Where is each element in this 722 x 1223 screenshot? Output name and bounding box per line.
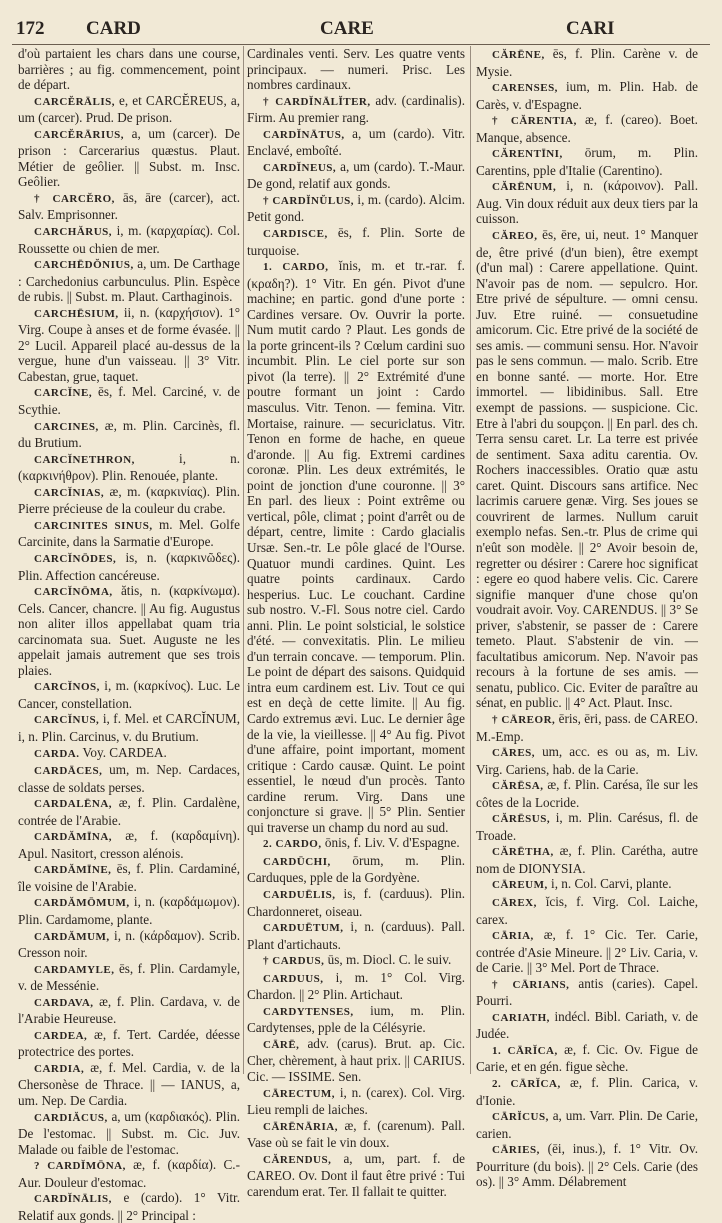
entry-definition: æ, f. Plin. Carésa, île sur les côtes de la Locride. bbox=[476, 777, 698, 810]
entry-headword: CARDUĒLIS, bbox=[263, 888, 336, 901]
entry-headword: CARCĬNOS, bbox=[34, 681, 100, 694]
dictionary-entry bbox=[18, 46, 240, 93]
entry-definition: (ēi, inus.), f. 1° Vitr. Ov. Pourriture (du bois). || 2° Cels. Carie (des os). || 3° Amm. Délabrement bbox=[476, 1141, 698, 1190]
entry-headword: CĀRES, bbox=[492, 747, 536, 760]
entry-definition: i, m. (καρκίνος). Luc. Le Cancer, constellation. bbox=[18, 678, 240, 711]
entry-definition: adv. (carus). Brut. ap. Cic. Cher, chèrement, à haut prix. || CARIUS. Cic. — ISSIME. Sen. bbox=[247, 1035, 465, 1084]
entry-definition: i, n. Col. Carvi, plante. bbox=[547, 876, 672, 892]
entry-headword: CARDUUS, bbox=[263, 972, 324, 985]
column-divider bbox=[243, 46, 244, 1074]
entry-headword: CARDĂMĪNE, bbox=[34, 864, 112, 877]
entry-headword: CĀREX, bbox=[492, 896, 537, 909]
entry-definition: i, n. (carduus). Pall. Plant d'artichauts. bbox=[247, 919, 465, 952]
dictionary-entry bbox=[476, 46, 698, 79]
entry-headword: CĀREUM, bbox=[492, 879, 548, 892]
dictionary-entry bbox=[18, 126, 240, 190]
entry-headword: CARDIA, bbox=[34, 1062, 85, 1075]
entry-definition: ōnis, f. Liv. V. d'Espagne. bbox=[321, 835, 460, 851]
entry-definition: i, m. (καρχαρίας). Col. Roussette ou chien de mer. bbox=[18, 223, 240, 256]
entry-headword: CĀRECTUM, bbox=[263, 1087, 336, 1100]
entry-definition: ēs, ēre, ui, neut. 1° Manquer de, être privé (d'un bien), être exempt (d'un mal) : Carere appellatione. Quint. N'avoir pas de nom. — sepulcro. Hor. Etre privé de sépulture. — omni censu. Juv. Etre ruiné. — consuetudine amicorum. Cic. Etre privé de la société de ses amis. — communi sensu. Hor. N'avoir pas le sens commun. — malo. Scrib. Etre en bonne santé. — morte. Hor. Etre immortel. — libidinibus. Sall. Etre exempt de passions. — suspicione. Cic. Etre à l'abri du soupçon. || En parl. des ch. Terra sensu caret. Lr. La terre est privée de sentiment. Saxa aditu carentia. Ov. Rochers inaccessibles. Oratio quæ astu caret. Quint. Discours sans artifice. Nec lacrimis caruere genæ. Virg. Ses joues se couvrirent de larmes. Nullum caruit exemplo nefas. Sen.-tr. Plus de crime qui n'eût son modèle. || 2° Avoir besoin de, regretter ou désirer : Carere hoc significat : egere eo quod habere velis. Cic. Carere signifie manquer d'une chose qu'on voudrait avoir. Voy. CARENDUS. || 3° Se priver, s'abstenir, se passer de : Carere temeto. Plaut. S'abstenir de vin. — facultatibus amicorum. Nep. N'avoir pas recours à la fortune de ses amis. — senatu, publico. Cic. Eviter de paraître au sénat, en public. || 4° Act. Plaut. Insc. bbox=[476, 227, 698, 711]
entry-definition: æ, f. 1° Cic. Ter. Carie, contrée d'Asie Mineure. || 2° Liv. Caria, v. de Carie. || 3° Mel. Port de Thrace. bbox=[476, 927, 698, 976]
entry-definition: i, n. (καρδάμωμον). Plin. Cardamome, plante. bbox=[18, 894, 240, 927]
dictionary-entry bbox=[476, 1075, 698, 1108]
entry-headword: CARDĂMUM, bbox=[34, 930, 110, 943]
dictionary-entry bbox=[476, 843, 698, 876]
entry-definition: i, m. 1° Col. Virg. Chardon. || 2° Plin. Artichaut. bbox=[247, 969, 465, 1003]
entry-definition: a, um (καρδιακός). Plin. De l'estomac. || Subst. m. Cic. Juv. Malade ou faible de l'estomac. bbox=[18, 1108, 240, 1157]
entry-headword: CARDŪCHI, bbox=[263, 855, 331, 868]
dictionary-entry bbox=[247, 886, 465, 919]
entry-definition: ĭnis, m. et tr.-rar. f. (κραδη?). 1° Vitr. En gén. Pivot d'une machine; en partic. gond d'une porte : Cardines versare. Ov. Ouvrir la porte. Num mutit cardo ? Plaut. Les gonds de la porte grincent-ils ? Cœlum cardini suo incumbit. Plin. Le ciel porte sur son pivot (la terre). || 2° Extrémité d'une poutre formant un joint : Cardo masculus. Vitr. Tenon. — femina. Vitr. Mortaise, rainure. — securiclatus. Vitr. Tenon en forme de hache, en queue d'aronde. || Au fig. Extremi cardines coronæ. Plin. Les deux extrémités, le point de jonction d'une couronne. || 3° En parl. des lieux : Point extrême ou vertical, pôle, climat ; point d'arrêt ou de départ, centre, limite : Cardo glacialis Ursæ. Sen.-tr. Le pôle glacé de l'Ourse. Quatuor mundi cardines. Quint. Les quatre points cardinaux. Cardo hesperius. Luc. Le couchant. Cardine sub nostro. V.-Fl. Sous notre ciel. Cardo anni. Plin. Le point solsticial, le solstice d'été. — convexitatis. Plin. Le milieu d'un terrain concave. — temporum. Plin. Le point de départ des saisons. Quidquid intra eum cardinem est. Liv. Tout ce qui est en deçà de cette limite. || Au fig. Cardo extremus ævi. Luc. Le dernier âge de la vie, la vieillesse. || 4° Au fig. Pivot d'une affaire, point important, moment critique : Cardo causæ. Quint. Le point essentiel, le nœud d'un procès. Tanto cardine rerum. Virg. Dans une conjoncture si grave. || 5° Plin. Sentier qui traverse un champ du nord au sud. bbox=[247, 258, 465, 835]
dictionary-entry bbox=[18, 418, 240, 451]
dictionary-entry bbox=[476, 876, 698, 894]
dictionary-entry bbox=[18, 961, 240, 994]
entry-definition: m. Mel. Golfe Carcinite, dans la Sarmatie d'Europe. bbox=[18, 516, 240, 550]
entry-definition: æ, m. (καρκινίας). Plin. Pierre précieuse de la couleur du crabe. bbox=[18, 483, 240, 517]
dictionary-entry bbox=[18, 678, 240, 711]
entry-definition: a, um. Varr. Plin. De Carie, carien. bbox=[476, 1108, 698, 1141]
entry-definition: ium, m. Plin. Cardytenses, pple de la Célésyrie. bbox=[247, 1002, 465, 1036]
dictionary-entry bbox=[18, 517, 240, 550]
entry-definition: adv. (cardinalis). Firm. Au premier rang. bbox=[247, 92, 465, 126]
entry-definition: æ, f. Plin. Cardalène, contrée de l'Arabie. bbox=[18, 795, 240, 828]
entry-headword: CARCĬNŌDES, bbox=[34, 552, 117, 565]
dictionary-entry bbox=[476, 227, 698, 711]
entry-definition: ium, m. Plin. Hab. de Carès, v. d'Espagne. bbox=[476, 79, 698, 112]
dictionary-entry bbox=[18, 1190, 240, 1223]
entry-headword: CARDĬNEUS, bbox=[263, 161, 337, 174]
entry-definition: æ, m. Plin. Carcinès, fl. du Brutium. bbox=[18, 417, 240, 451]
dictionary-entry bbox=[247, 126, 465, 159]
entry-headword: 2. CARDO, bbox=[263, 838, 322, 851]
entry-headword: CARCĔRĀLIS, bbox=[34, 95, 115, 108]
entry-definition: d'où partaient les chars dans une course, barrières ; au fig. commencement, point de départ. bbox=[18, 46, 240, 93]
entry-headword: CĀRIA, bbox=[492, 930, 534, 943]
entry-definition: e, et CARCĔREUS, a, um (carcer). Prud. De prison. bbox=[18, 92, 240, 126]
dictionary-entry bbox=[247, 1151, 465, 1200]
running-head-left: CARD bbox=[86, 18, 141, 39]
entry-definition: ōrum, m. Plin. Carentins, pple d'Italie (Carentino). bbox=[476, 145, 698, 178]
dictionary-entry bbox=[476, 112, 698, 145]
entry-headword: CARCĬNE, bbox=[34, 387, 93, 400]
dictionary-entry bbox=[247, 93, 465, 126]
entry-definition: ōrum, m. Plin. Carduques, pple de la Gordyène. bbox=[247, 852, 465, 886]
entry-definition: ii, n. (καρχήσιον). 1° Virg. Coupe à anses et de forme évasée. || 2° Lucil. Appareil placé au-dessus de la vergue, hune d'un vaisseau. || 3° Vitr. Cabestan, grue, taquet. bbox=[18, 304, 240, 384]
entry-definition: ēs, f. Mel. Carciné, v. de Scythie. bbox=[18, 384, 240, 418]
entry-headword: CĀRIES, bbox=[492, 1144, 540, 1157]
entry-headword: CARCHĂRUS, bbox=[34, 226, 113, 239]
entry-headword: CARCĔRĀRIUS, bbox=[34, 128, 125, 141]
entry-definition: a, um (carcer). De prison : Carcerarius quæstus. Plaut. Métier de geôlier. || Subst. m. Insc. Geôlier. bbox=[18, 125, 240, 190]
entry-headword: CARCĬNUS, bbox=[34, 714, 100, 727]
entry-definition: ās, āre (carcer), act. Salv. Emprisonner. bbox=[18, 189, 240, 223]
dictionary-entry bbox=[18, 994, 240, 1027]
entry-headword: CĂRENTĪNI, bbox=[492, 148, 563, 161]
entry-definition: i, f. Mel. et CARCĬNUM, i, n. Plin. Carcinus, v. du Brutium. bbox=[18, 711, 240, 744]
dictionary-entry bbox=[247, 192, 465, 225]
dictionary-entry bbox=[18, 745, 240, 763]
entry-definition: i, m. (cardo). Alcim. Petit gond. bbox=[247, 191, 465, 225]
dictionary-entry bbox=[18, 828, 240, 861]
page-header bbox=[0, 18, 722, 42]
dictionary-entry bbox=[18, 451, 240, 484]
dictionary-entry bbox=[247, 46, 465, 93]
entry-definition: i, n. (καρκινήθρον). Plin. Renouée, plante. bbox=[18, 450, 240, 484]
dictionary-entry bbox=[18, 583, 240, 678]
entry-definition: a, um (cardo). Vitr. Enclavé, emboîté. bbox=[247, 125, 465, 159]
entry-definition: i, n. (κάροινον). Pall. Aug. Vin doux réduit aux deux tiers par la cuisson. bbox=[476, 178, 699, 227]
entry-definition: æ, f. Mel. Cardia, v. de la Chersonèse de Thrace. || — IANUS, a, um. Nep. De Cardia. bbox=[18, 1059, 240, 1108]
entry-definition: Voy. CARDEA. bbox=[79, 744, 167, 760]
entry-headword: † CARDUS, bbox=[263, 955, 325, 968]
dictionary-entry bbox=[476, 777, 698, 810]
dictionary-entry bbox=[18, 762, 240, 795]
dictionary-entry bbox=[247, 853, 465, 886]
entry-headword: CARCHĒSIUM, bbox=[34, 307, 119, 320]
entry-definition: e (cardo). 1° Vitr. Relatif aux gonds. || 2° Principal : bbox=[18, 1190, 240, 1223]
entry-definition: a, um, part. f. de CAREO. Ov. Dont il faut être privé : Tui carendum erat. Ter. Il fallait te quitter. bbox=[247, 1150, 465, 1199]
dictionary-entry bbox=[18, 861, 240, 894]
entry-definition: æ, f. (carenum). Pall. Vase où se fait le vin doux. bbox=[247, 1117, 465, 1151]
entry-headword: CARDAMYLE, bbox=[34, 963, 115, 976]
entry-definition: ĭcis, f. Virg. Col. Laiche, carex. bbox=[476, 893, 698, 927]
entry-headword: 1. CĀRĬCA, bbox=[492, 1044, 558, 1057]
dictionary-entry bbox=[247, 258, 465, 835]
entry-definition: ēs, f. Plin. Cardamyle, v. de Messénie. bbox=[18, 960, 240, 994]
entry-headword: CARCĬNETHRON, bbox=[34, 453, 135, 466]
dictionary-entry bbox=[247, 970, 465, 1003]
dictionary-entry bbox=[476, 810, 698, 843]
entry-headword: CARDUĒTUM, bbox=[263, 922, 344, 935]
entry-headword: CĂRENDUS, bbox=[263, 1153, 332, 1166]
page-number: 172 bbox=[16, 18, 45, 39]
entry-headword: † CĀRIANS, bbox=[492, 978, 570, 991]
dictionary-entry bbox=[18, 305, 240, 385]
entry-headword: CĀRĬCUS, bbox=[492, 1111, 549, 1124]
dictionary-entry bbox=[18, 256, 240, 305]
entry-definition: Cardinales venti. Serv. Les quatre vents principaux. — numeri. Prisc. Les nombres cardinaux. bbox=[247, 46, 465, 93]
entry-headword: CĂRĒNUM, bbox=[492, 181, 557, 194]
dictionary-entry bbox=[18, 928, 240, 961]
entry-headword: CARDĂMŌMUM, bbox=[34, 897, 130, 910]
entry-headword: CARDEA, bbox=[34, 1029, 88, 1042]
entry-definition: a, um. De Carthage : Carchedonius carbunculus. Plin. Espèce de rubis. || Subst. m. Plaut. Carthaginois. bbox=[18, 256, 240, 305]
entry-definition: æ, f. (καρδαμίνη). Apul. Nasitort, cresson alénois. bbox=[18, 828, 240, 861]
entry-headword: † CARDĬNŬLUS, bbox=[263, 194, 355, 207]
entry-headword: CARDAVA, bbox=[34, 996, 94, 1009]
entry-definition: ēs, f. Plin. Cardaminé, île voisine de l'Arabie. bbox=[18, 861, 240, 894]
dictionary-entry bbox=[18, 223, 240, 256]
dictionary-entry bbox=[476, 1042, 698, 1075]
entry-headword: CARIATH, bbox=[492, 1011, 550, 1024]
dictionary-entry bbox=[18, 384, 240, 417]
entry-headword: CARDYTENSES, bbox=[263, 1005, 354, 1018]
entry-definition: antis (caries). Capel. Pourri. bbox=[476, 975, 699, 1009]
dictionary-entry bbox=[247, 1036, 465, 1085]
dictionary-entry bbox=[476, 1141, 698, 1190]
entry-headword: CĂRĒNE, bbox=[492, 49, 545, 61]
dictionary-entry bbox=[18, 550, 240, 583]
dictionary-entry bbox=[247, 1003, 465, 1036]
dictionary-entry bbox=[18, 711, 240, 744]
entry-definition: i, n. (κάρδαμον). Scrib. Cresson noir. bbox=[18, 927, 240, 961]
entry-headword: CARCINITES SINUS, bbox=[34, 519, 153, 532]
column-left bbox=[18, 46, 240, 1223]
entry-headword: 1. CARDO, bbox=[263, 261, 329, 274]
entry-definition: is, n. (καρκινῶδες). Plin. Affection cancéreuse. bbox=[18, 549, 240, 583]
entry-headword: † CARDĬNĀLĬTER, bbox=[263, 95, 371, 108]
entry-definition: ūs, m. Diocl. C. le suiv. bbox=[324, 952, 452, 968]
dictionary-entry bbox=[476, 178, 698, 227]
running-head-center: CARE bbox=[320, 18, 374, 39]
entry-definition: ēs, f. Plin. Sorte de turquoise. bbox=[247, 225, 465, 258]
dictionary-entry bbox=[476, 79, 698, 112]
entry-headword: CARDA. bbox=[34, 747, 80, 760]
dictionary-entry bbox=[18, 795, 240, 828]
entry-headword: 2. CĀRĬCA, bbox=[492, 1078, 561, 1090]
dictionary-entry bbox=[18, 1060, 240, 1109]
entry-headword: † CĀREOR, bbox=[492, 713, 556, 726]
entry-definition: i, m. Plin. Carésus, fl. de Troade. bbox=[476, 810, 698, 843]
entry-definition: æ, f. (καρδία). C.-Aur. Douleur d'estomac. bbox=[18, 1157, 240, 1190]
entry-definition: æ, f. (careo). Boet. Manque, absence. bbox=[476, 112, 698, 145]
entry-headword: CARCHĒDŎNIUS, bbox=[34, 259, 134, 272]
dictionary-entry bbox=[18, 894, 240, 927]
dictionary-entry bbox=[247, 1085, 465, 1118]
dictionary-entry bbox=[476, 1108, 698, 1141]
entry-definition: i, n. (carex). Col. Virg. Lieu rempli de laiches. bbox=[247, 1084, 465, 1118]
entry-headword: CĀRĒNĀRIA, bbox=[263, 1120, 338, 1133]
entry-headword: CĂRĒTHA, bbox=[492, 846, 554, 859]
entry-headword: CARDĂMĪNA, bbox=[34, 831, 113, 844]
entry-definition: æ, f. Tert. Cardée, déesse protectrice des portes. bbox=[18, 1026, 240, 1060]
dictionary-entry bbox=[18, 1027, 240, 1060]
dictionary-entry bbox=[18, 190, 240, 223]
entry-headword: CARCĬNŌMA, bbox=[34, 586, 113, 599]
entry-headword: CARDIĂCUS, bbox=[34, 1111, 108, 1124]
entry-definition: um, acc. es ou as, m. Liv. Virg. Cariens, hab. de la Carie. bbox=[476, 744, 698, 777]
dictionary-entry bbox=[476, 744, 698, 777]
dictionary-entry bbox=[18, 93, 240, 126]
dictionary-entry bbox=[247, 835, 465, 853]
entry-headword: CARDISCE, bbox=[263, 228, 328, 241]
entry-definition: a, um (cardo). T.-Maur. De gond, relatif aux gonds. bbox=[247, 158, 465, 192]
entry-headword: CĀRĒ, bbox=[263, 1038, 300, 1051]
entry-definition: æ, f. Plin. Carica, v. d'Ionie. bbox=[476, 1075, 699, 1108]
column-middle bbox=[247, 46, 465, 1199]
entry-definition: æ, f. Plin. Carétha, autre nom de DIONYSIA. bbox=[476, 843, 698, 876]
dictionary-entry bbox=[476, 145, 698, 178]
entry-definition: um, m. Nep. Cardaces, classe de soldats perses. bbox=[18, 762, 240, 795]
entry-definition: ēs, f. Plin. Carène v. de Mysie. bbox=[476, 46, 698, 79]
entry-definition: ēris, ēri, pass. de CAREO. M.-Emp. bbox=[476, 710, 699, 744]
entry-definition: is, f. (carduus). Plin. Chardonneret, oiseau. bbox=[247, 885, 465, 919]
entry-headword: CARDALĒNA, bbox=[34, 798, 113, 811]
entry-headword: ? CARDĬMŌNA, bbox=[34, 1160, 126, 1173]
entry-headword: CARDĀCES, bbox=[34, 765, 103, 778]
entry-headword: CARCINES, bbox=[34, 420, 99, 433]
dictionary-entry bbox=[476, 711, 698, 744]
entry-headword: † CARCĔRO, bbox=[34, 192, 115, 205]
entry-headword: CARCĬNIAS, bbox=[34, 486, 105, 499]
entry-definition: æ, f. Cic. Ov. Figue de Carie, et en gén. figue sèche. bbox=[476, 1041, 699, 1075]
running-head-right: CARI bbox=[566, 18, 615, 39]
column-divider bbox=[470, 46, 471, 1074]
dictionary-entry bbox=[18, 1157, 240, 1190]
entry-headword: CĂRĒSA, bbox=[492, 780, 544, 793]
entry-definition: æ, f. Plin. Cardava, v. de l'Arabie Heureuse. bbox=[18, 993, 240, 1027]
entry-definition: ătis, n. (καρκίνωμα). Cels. Cancer, chancre. || Au fig. Augustus non aliter illos appellabat quam tria carcinomata sua. Suet. Auguste ne les appelait jamais autrement que ses trois plaies. bbox=[18, 583, 240, 678]
dictionary-entry bbox=[476, 976, 698, 1009]
dictionary-entry bbox=[247, 159, 465, 192]
entry-headword: † CĂRENTIA, bbox=[492, 115, 577, 128]
dictionary-entry bbox=[476, 1009, 698, 1042]
dictionary-entry bbox=[476, 894, 698, 927]
dictionary-entry bbox=[247, 1118, 465, 1151]
dictionary-entry bbox=[247, 952, 465, 970]
entry-definition: indécl. Bibl. Cariath, v. de Judée. bbox=[476, 1008, 698, 1042]
dictionary-entry bbox=[476, 927, 698, 976]
entry-headword: CĂRĒSUS, bbox=[492, 813, 551, 826]
dictionary-entry bbox=[18, 484, 240, 517]
dictionary-entry bbox=[247, 225, 465, 258]
dictionary-entry bbox=[18, 1109, 240, 1158]
entry-headword: CARDĬNĀTUS, bbox=[263, 128, 345, 141]
dictionary-entry bbox=[247, 919, 465, 952]
entry-headword: CĂREO, bbox=[492, 230, 538, 243]
entry-headword: CARENSES, bbox=[492, 82, 558, 95]
entry-headword: CARDĬNĀLIS, bbox=[34, 1193, 112, 1206]
header-rule bbox=[12, 44, 710, 45]
column-right bbox=[476, 46, 699, 1190]
